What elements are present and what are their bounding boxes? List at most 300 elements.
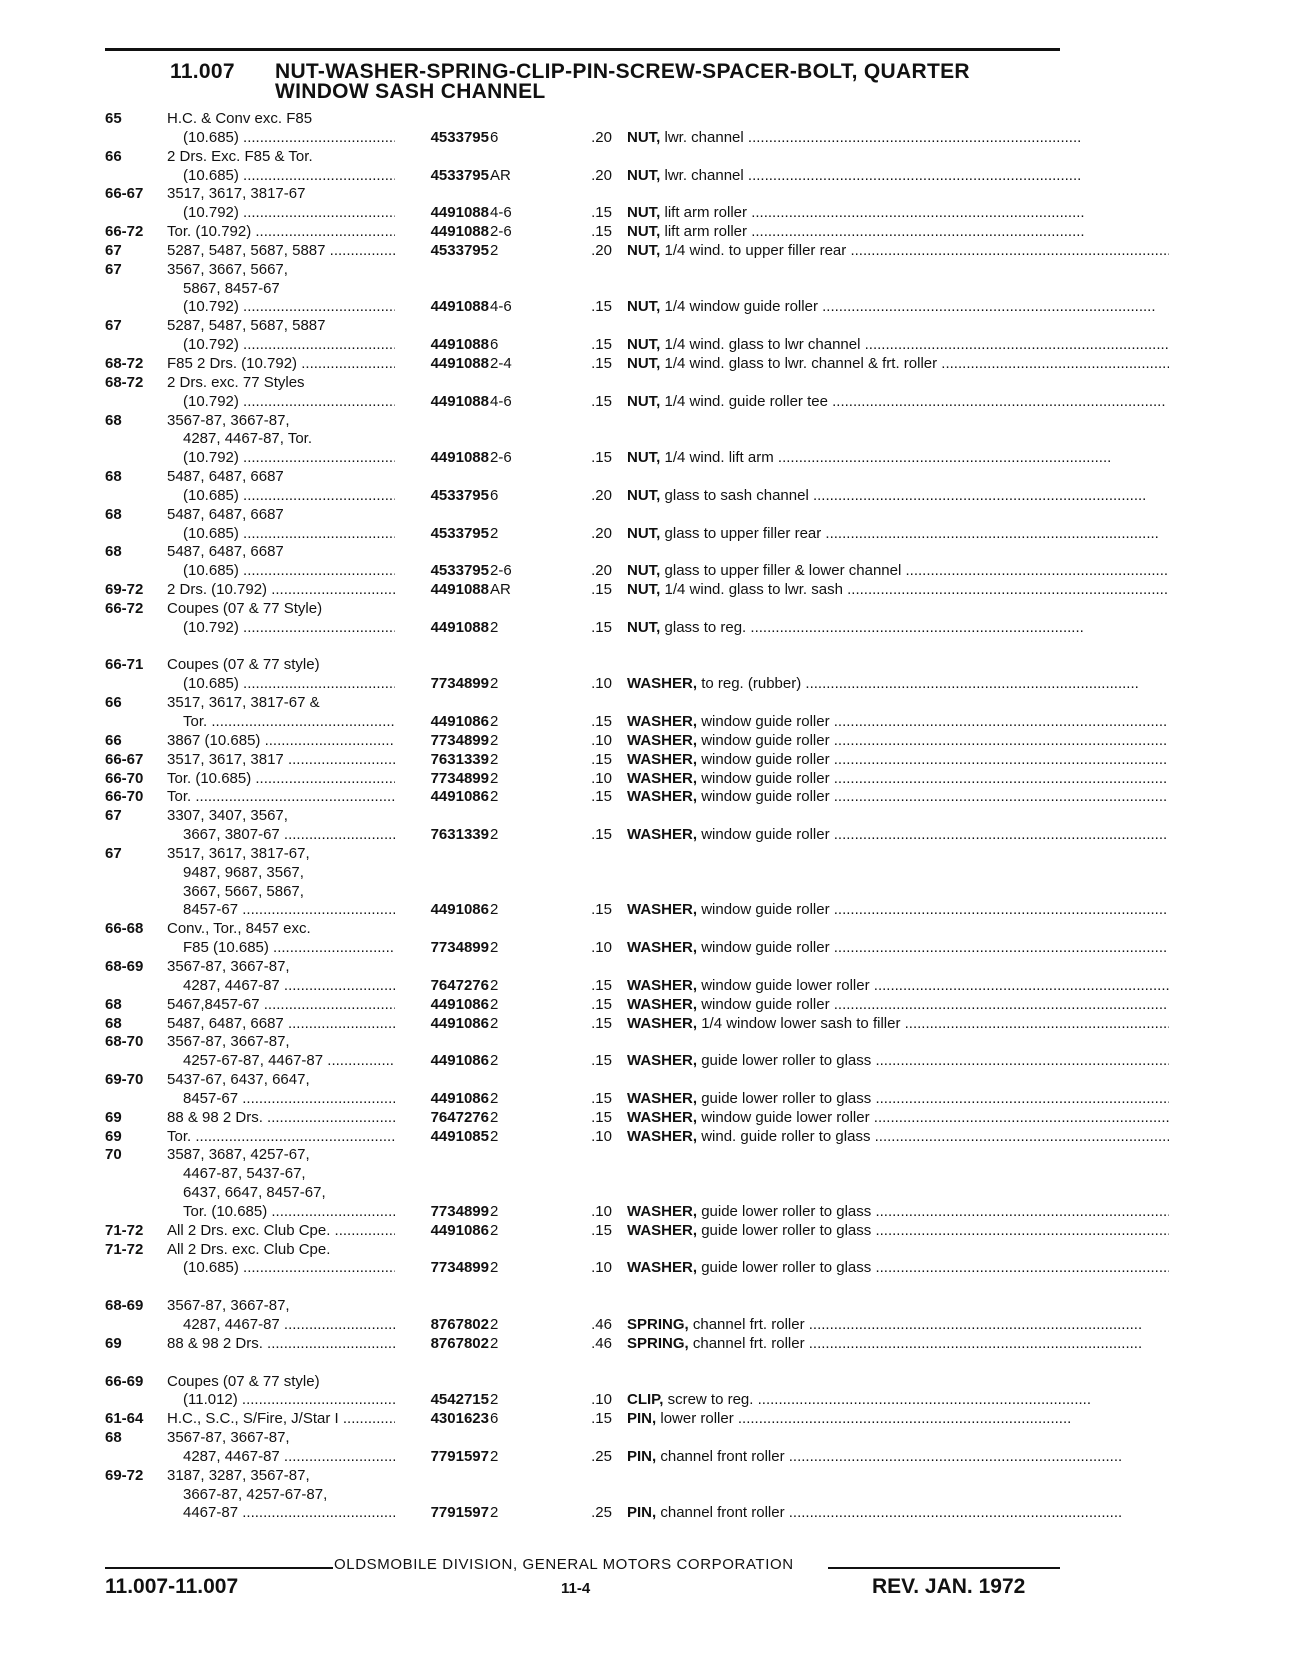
part-application: 1/4 wind. glass to lwr channel [664,336,861,354]
model-description: 3307, 3407, 3567, [167,807,288,825]
part-number: 4491088 [395,223,489,242]
quantity: 2 [490,675,499,693]
spacer-row [105,638,1065,657]
model-description: (10.685) ..... [183,1259,485,1278]
part-name [627,355,1169,374]
part-name [627,204,1169,223]
model-description: 3517, 3617, 3817-67 & [167,694,320,712]
model-description: 4287, 4467-87, Tor. [183,430,312,448]
quantity: 2 [490,976,499,994]
model-description: 5487, 6487, 6687 ..... [167,1015,485,1034]
part-application: 1/4 window guide roller [664,298,818,316]
price: .10 [591,1391,612,1409]
price: .25 [591,1447,612,1465]
part-application: channel frt. roller [692,1316,805,1333]
model-description: (10.685) ..... [183,167,485,186]
model-description: (10.685) ..... [183,562,485,581]
price: .20 [591,241,612,259]
year-range: 68 [105,468,122,486]
model-description: 3517, 3617, 3817-67, [167,844,310,862]
parts-row [105,487,1065,506]
model-description: 5867, 8457-67 [183,279,280,297]
price: .15 [591,223,612,241]
part-name [627,1203,1169,1222]
price: .15 [591,618,612,636]
quantity: 2 [490,901,499,919]
parts-row [105,525,1065,544]
parts-row [105,751,1065,770]
model-description: 88 & 98 2 Drs. ..... [167,1335,485,1354]
part-name [627,1391,1169,1410]
model-description: Tor. (10.685) ..... [183,1203,485,1222]
year-range: 66-71 [105,656,144,674]
year-range: 69 [105,1127,122,1145]
model-description: 88 & 98 2 Drs. ..... [167,1109,485,1128]
model-description: 5437-67, 6437, 6647, [167,1071,310,1089]
part-application: 1/4 wind. guide roller tee [664,392,828,410]
model-description: 3567-87, 3667-87, [167,1429,290,1447]
part-type: WASHER, [627,939,698,957]
model-description: (10.792) ..... [183,298,485,317]
part-type: WASHER, [627,731,698,749]
price: .10 [591,1127,612,1145]
part-application: channel front roller [660,1504,785,1522]
model-description: 6437, 6647, 8457-67, [183,1184,326,1202]
part-application: glass to upper filler & lower channel [664,562,902,580]
part-name [627,581,1169,600]
part-type: WASHER, [627,901,698,919]
footer-revision: REV. JAN. 1972 [872,1575,1026,1598]
part-application: lwr. channel [664,128,744,146]
parts-row [105,1448,1065,1467]
model-description: (10.792) ..... [183,336,485,355]
year-range: 66-67 [105,185,144,203]
parts-row [105,732,1065,751]
parts-row [105,1052,1065,1071]
parts-row [105,148,1065,167]
part-name [627,1316,1169,1335]
parts-row [105,826,1065,845]
model-description: 4257-67-87, 4467-87 ..... [183,1052,485,1071]
price: .10 [591,769,612,787]
quantity: 2-6 [490,562,512,580]
year-range: 69-72 [105,1466,144,1484]
parts-row [105,506,1065,525]
parts-row [105,1071,1065,1090]
part-application: window guide lower roller [701,1108,870,1126]
year-range: 66-72 [105,599,144,617]
parts-row [105,694,1065,713]
parts-row [105,788,1065,807]
part-name [627,675,1169,694]
part-number: 4491086 [395,901,489,920]
quantity: 2 [490,826,499,844]
part-number: 7631339 [395,826,489,845]
part-type: NUT, [627,336,661,354]
part-number: 7647276 [395,977,489,996]
quantity: 6 [490,1410,499,1428]
part-type: WASHER, [627,750,698,768]
part-number: 4491086 [395,1222,489,1241]
quantity: 6 [490,486,499,504]
model-description: 8457-67 ..... [183,1090,485,1109]
year-range: 61-64 [105,1410,144,1428]
parts-row [105,864,1065,883]
part-application: 1/4 wind. glass to lwr. sash [664,581,843,599]
model-description: 3587, 3687, 4257-67, [167,1146,310,1164]
model-description: 2 Drs. (10.792) ..... [167,581,485,600]
part-type: WASHER, [627,1089,698,1107]
quantity: 2 [490,618,499,636]
price: .15 [591,1410,612,1428]
price: .15 [591,1089,612,1107]
part-application: 1/4 wind. lift arm [664,449,774,467]
part-type: SPRING, [627,1316,689,1333]
part-application: guide lower roller to glass [701,1259,872,1277]
quantity: 2 [490,939,499,957]
model-description: Tor. ..... [167,788,485,807]
footer-rule-left [105,1567,333,1569]
part-type: WASHER, [627,995,698,1013]
part-application: glass to reg. [664,618,747,636]
part-name [627,901,1169,920]
quantity: 6 [490,128,499,146]
part-name [627,770,1169,789]
part-name [627,732,1169,751]
price: .20 [591,128,612,146]
year-range: 65 [105,110,122,127]
parts-row [105,562,1065,581]
part-application: guide lower roller to glass [701,1089,872,1107]
part-application: lwr. channel [664,166,744,184]
section-title-line1: NUT-WASHER-SPRING-CLIP-PIN-SCREW-SPACER-BOLT, QUARTER [275,60,970,83]
part-number: 7734899 [395,939,489,958]
part-type: WASHER, [627,826,698,844]
year-range: 66 [105,147,122,165]
year-range: 68 [105,411,122,429]
quantity: 2-4 [490,354,512,372]
year-range: 68 [105,543,122,561]
part-name [627,1015,1169,1034]
parts-row [105,675,1065,694]
year-range: 66-67 [105,750,144,768]
part-number: 7734899 [395,732,489,751]
model-description: 3517, 3617, 3817 ..... [167,751,485,770]
year-range: 69 [105,1334,122,1352]
parts-row [105,1259,1065,1278]
part-application: window guide roller [701,995,830,1013]
quantity: 2 [490,1391,499,1409]
parts-row [105,1504,1065,1523]
model-description: H.C. & Conv exc. F85 [167,110,313,127]
quantity: 2 [490,1014,499,1032]
price: .15 [591,581,612,599]
year-range: 68-69 [105,1297,144,1315]
part-application: to reg. (rubber) [701,675,802,693]
part-number: 7734899 [395,675,489,694]
quantity: 2 [490,1447,499,1465]
parts-row [105,185,1065,204]
part-type: NUT, [627,223,661,241]
quantity: 4-6 [490,204,512,222]
parts-row [105,167,1065,186]
parts-row [105,1467,1065,1486]
part-name [627,449,1169,468]
part-type: WASHER, [627,1259,698,1277]
part-application: window guide lower roller [701,976,870,994]
part-type: NUT, [627,166,661,184]
parts-list [105,110,1065,1523]
price: .15 [591,298,612,316]
part-name [627,619,1169,638]
price: .25 [591,1504,612,1522]
part-application: guide lower roller to glass [701,1202,872,1220]
year-range: 66-69 [105,1372,144,1390]
part-application: channel frt. roller [692,1334,805,1352]
year-range: 66 [105,694,122,712]
quantity: 2 [490,995,499,1013]
part-number: 4491086 [395,788,489,807]
quantity: 6 [490,336,499,354]
part-application: lift arm roller [664,223,748,241]
model-description: (10.685) ..... [183,675,485,694]
price: .15 [591,449,612,467]
model-description: (10.792) ..... [183,449,485,468]
part-application: guide lower roller to glass [701,1221,872,1239]
year-range: 68-70 [105,1033,144,1051]
part-application: window guide roller [701,939,830,957]
part-application: screw to reg. [667,1391,754,1409]
quantity: 2 [490,1316,499,1333]
model-description: 4287, 4467-87 ..... [183,1448,485,1467]
model-description: Tor. (10.685) ..... [167,770,485,789]
part-type: PIN, [627,1447,657,1465]
parts-row [105,619,1065,638]
year-range: 71-72 [105,1221,144,1239]
model-description: (10.685) ..... [183,525,485,544]
footer-section-range: 11.007-11.007 [105,1575,239,1598]
parts-row [105,883,1065,902]
part-number: 4491085 [395,1128,489,1147]
price: .20 [591,166,612,184]
price: .15 [591,1221,612,1239]
parts-row [105,656,1065,675]
model-description: Tor. ..... [183,713,485,732]
parts-row [105,412,1065,431]
year-range: 66-70 [105,788,144,806]
part-application: window guide roller [701,826,830,844]
part-name [627,242,1169,261]
part-name [627,996,1169,1015]
part-type: WASHER, [627,1221,698,1239]
part-number: 4491086 [395,1090,489,1109]
part-name [627,223,1169,242]
part-type: WASHER, [627,713,698,730]
parts-row [105,996,1065,1015]
parts-row [105,1146,1065,1165]
price: .15 [591,354,612,372]
parts-row [105,374,1065,393]
year-range: 70 [105,1146,122,1164]
part-application: 1/4 window lower sash to filler [701,1014,901,1032]
part-number: 7734899 [395,1259,489,1278]
part-type: NUT, [627,486,661,504]
model-description: 3517, 3617, 3817-67 [167,185,306,203]
part-number: 4301623 [395,1410,489,1429]
model-description: 4467-87, 5437-67, [183,1165,306,1183]
parts-row [105,393,1065,412]
part-name [627,1335,1169,1354]
part-number: 4491088 [395,204,489,223]
parts-row [105,1109,1065,1128]
year-range: 68-69 [105,957,144,975]
part-application: glass to upper filler rear [664,524,822,542]
parts-row [105,920,1065,939]
quantity: 2 [490,713,499,730]
model-description: Coupes (07 & 77 style) [167,1372,320,1390]
model-description: H.C., S.C., S/Fire, J/Star I ..... [167,1410,485,1429]
part-application: window guide roller [701,769,830,787]
part-number: 8767802 [395,1316,489,1335]
model-description: 3187, 3287, 3567-87, [167,1466,310,1484]
model-description: 2 Drs. exc. 77 Styles [167,373,305,391]
price: .10 [591,731,612,749]
part-type: NUT, [627,128,661,146]
price: .46 [591,1316,612,1333]
price: .46 [591,1334,612,1352]
model-description: 5287, 5487, 5687, 5887 ..... [167,242,485,261]
parts-row [105,1241,1065,1260]
model-description: 5287, 5487, 5687, 5887 [167,317,326,335]
parts-row [105,1128,1065,1147]
year-range: 71-72 [105,1240,144,1258]
part-name [627,487,1169,506]
parts-row [105,1222,1065,1241]
part-number: 4533795 [395,242,489,261]
model-description: 3867 (10.685) ..... [167,732,485,751]
model-description: 9487, 9687, 3567, [183,863,304,881]
parts-row [105,1391,1065,1410]
year-range: 69 [105,1108,122,1126]
part-name [627,713,1169,732]
part-application: window guide roller [701,788,830,806]
parts-row [105,1090,1065,1109]
price: .15 [591,826,612,844]
part-number: 4491086 [395,1015,489,1034]
year-range: 68-72 [105,373,144,391]
price: .15 [591,901,612,919]
part-type: NUT, [627,298,661,316]
part-number: 4491088 [395,298,489,317]
part-type: WASHER, [627,769,698,787]
quantity: 2 [490,1108,499,1126]
part-type: PIN, [627,1410,657,1428]
parts-row [105,958,1065,977]
model-description: 4287, 4467-87 ..... [183,1316,485,1335]
footer-page-number: 11-4 [561,1580,591,1597]
part-number: 4491088 [395,336,489,355]
part-name [627,562,1169,581]
part-type: NUT, [627,562,661,580]
part-type: NUT, [627,204,661,222]
year-range: 67 [105,807,122,825]
year-range: 67 [105,260,122,278]
top-rule [105,48,1060,51]
parts-row [105,1297,1065,1316]
part-number: 7734899 [395,1203,489,1222]
part-number: 7791597 [395,1504,489,1523]
part-number: 4491086 [395,713,489,732]
part-name [627,336,1169,355]
section-title-line2: WINDOW SASH CHANNEL [275,80,546,103]
part-name [627,129,1169,148]
model-description: 4467-87 ..... [183,1504,485,1523]
part-number: 8767802 [395,1335,489,1354]
year-range: 67 [105,317,122,335]
quantity: 2 [490,241,499,259]
part-type: WASHER, [627,1127,698,1145]
price: .20 [591,562,612,580]
model-description: 3567-87, 3667-87, [167,411,290,429]
price: .10 [591,939,612,957]
part-number: 4533795 [395,525,489,544]
model-description: (10.792) ..... [183,393,485,412]
part-type: WASHER, [627,1108,698,1126]
price: .15 [591,1108,612,1126]
part-type: WASHER, [627,675,698,693]
price: .15 [591,713,612,730]
quantity: 2 [490,1052,499,1070]
model-description: 5487, 6487, 6687 [167,468,284,486]
part-name [627,826,1169,845]
part-type: PIN, [627,1504,657,1522]
part-application: window guide roller [701,731,830,749]
part-name [627,1109,1169,1128]
quantity: 2 [490,769,499,787]
year-range: 66-72 [105,223,144,241]
parts-row [105,1486,1065,1505]
parts-row [105,581,1065,600]
model-description: 4287, 4467-87 ..... [183,977,485,996]
model-description: (10.685) ..... [183,129,485,148]
parts-row [105,543,1065,562]
quantity: 2 [490,1259,499,1277]
part-application: 1/4 wind. to upper filler rear [664,241,847,259]
part-name [627,1128,1169,1147]
year-range: 66 [105,731,122,749]
year-range: 68 [105,995,122,1013]
parts-row [105,600,1065,619]
model-description: F85 (10.685) ..... [183,939,485,958]
price: .15 [591,336,612,354]
parts-row [105,110,1065,129]
part-number: 4491086 [395,996,489,1015]
quantity: 2 [490,1504,499,1522]
part-type: NUT, [627,618,661,636]
price: .15 [591,976,612,994]
parts-row [105,129,1065,148]
footer-rule-right [828,1567,1060,1569]
parts-row [105,430,1065,449]
part-name [627,1052,1169,1071]
parts-row [105,807,1065,826]
parts-row [105,355,1065,374]
model-description: F85 2 Drs. (10.792) ..... [167,355,485,374]
part-type: NUT, [627,392,661,410]
part-number: 4491088 [395,449,489,468]
model-description: 2 Drs. Exc. F85 & Tor. [167,147,313,165]
part-type: SPRING, [627,1334,689,1352]
